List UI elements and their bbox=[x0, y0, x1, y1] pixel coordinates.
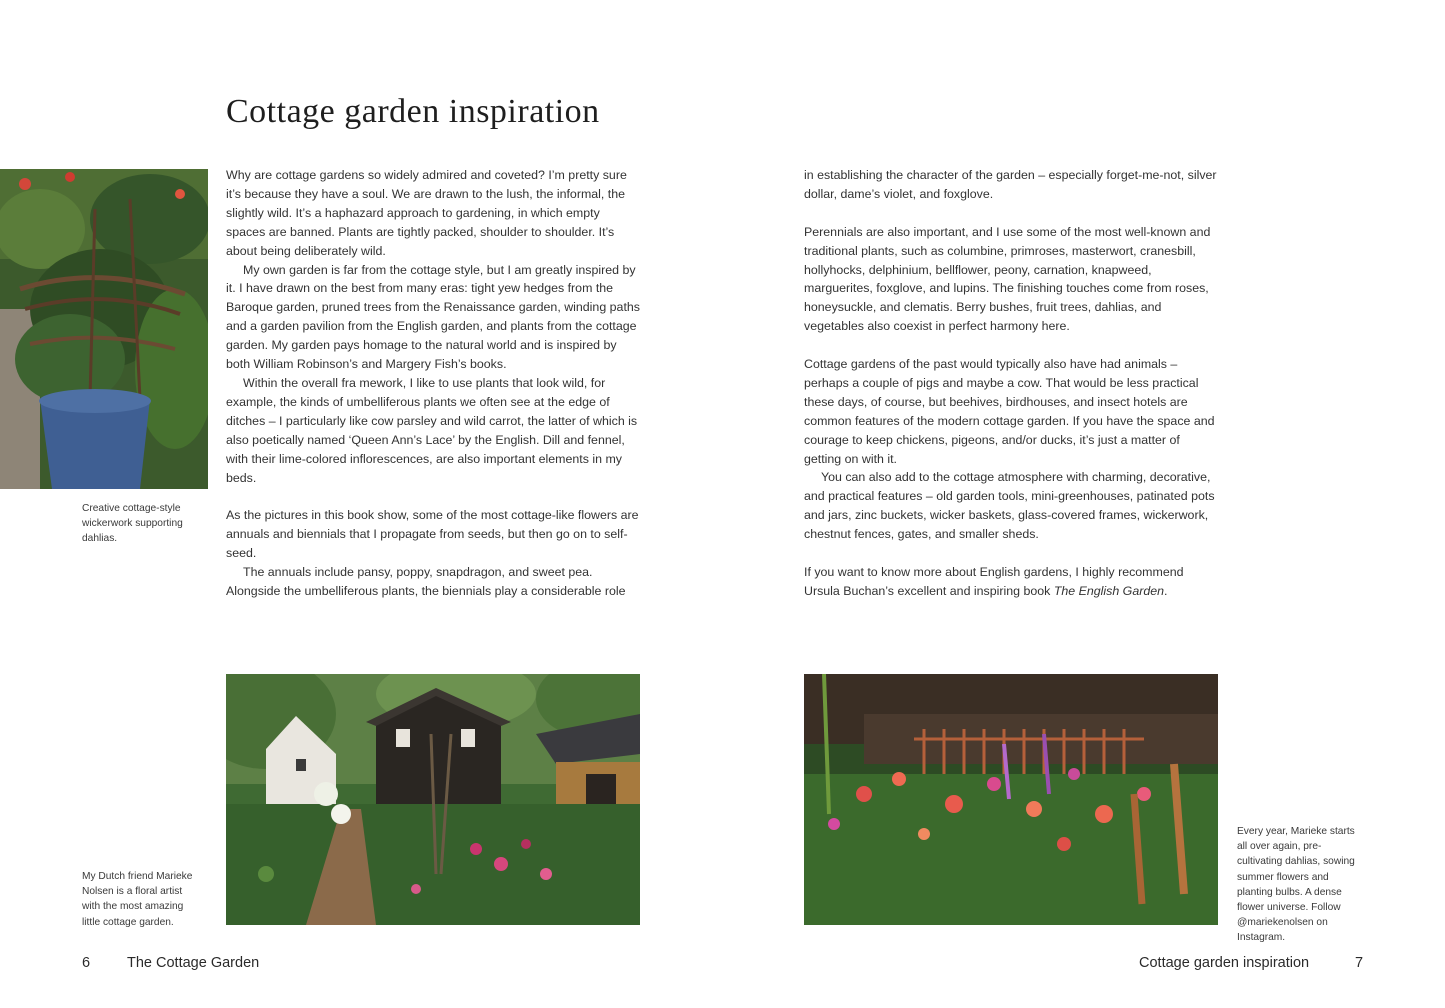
book-title: The English Garden bbox=[1053, 583, 1165, 598]
dahlias-caption: Every year, Marieke starts all over again, pre-cultivating dahlias, sowing summer flowers and planting bulbs. A dense flower universe. Follow @mariekenolsen on Instagram. bbox=[1237, 826, 1355, 944]
body-text: If you want to know more about English gardens, I highly recommend Ursula Buchan’s excellent and inspiring book bbox=[804, 564, 1184, 598]
marieke-garden-caption: My Dutch friend Marieke Nolsen is a floral artist with the most amazing little cottage garden. bbox=[82, 871, 193, 928]
body-paragraph bbox=[804, 563, 1220, 601]
body-paragraph: My own garden is far from the cottage style, but I am greatly inspired by it. I have drawn on the best from many eras: tight yew hedges from the Baroque garden, pruned trees from the Renaissance garden, winding paths and a garden pavilion from the English garden, and plants from the cottage garden. My garden pays homage to the natural world and is inspired by both William Robinson’s and Margery Fish’s books. bbox=[226, 262, 640, 372]
body-paragraph: Perennials are also important, and I use some of the most well-known and traditional plants, such as columbine, primroses, masterwort, cranesbill, hollyhocks, delphinium, bellflower, peony, carnation, knapweed, marguerites, foxglove, and lupins. The finishing touches come from roses, honeysuckle, and clematis. Berry bushes, fruit trees, dahlias, and vegetables also coexist in perfect harmony here. bbox=[804, 224, 1211, 334]
wickerwork-caption: Creative cottage-style wickerwork supporting dahlias. bbox=[82, 503, 183, 545]
body-text: . bbox=[1164, 583, 1168, 598]
body-paragraph: You can also add to the cottage atmosphere with charming, decorative, and practical features – old garden tools, mini-greenhouses, patinated pots and jars, zinc buckets, wicker baskets, glass-covered frames, wickerwork, chestnut fences, gates, and smaller sheds. bbox=[804, 470, 1215, 542]
body-paragraph: in establishing the character of the garden – especially forget-me-not, silver dollar, dame’s violet, and foxglove. bbox=[804, 168, 1217, 201]
left-page-number: 6 bbox=[82, 955, 91, 971]
right-running-title: Cottage garden inspiration bbox=[1139, 955, 1310, 971]
cottage-garden-house-photo bbox=[226, 674, 640, 925]
body-paragraph: Within the overall fra mework, I like to use plants that look wild, for example, the kinds of umbelliferous plants we often see at the edge of ditches – I particularly like cow parsley and wild carrot, the latter of which is also poetically named ‘Queen Ann’s Lace’ by the English. Dill and fennel, with their lime-colored inflorescences, are also important elements in my beds. bbox=[226, 375, 638, 485]
left-text-column bbox=[226, 166, 642, 601]
right-page-number: 7 bbox=[1355, 955, 1364, 971]
wickerwork-dahlia-photo bbox=[0, 169, 208, 489]
right-text-column bbox=[804, 166, 1220, 601]
flower-bed-photo bbox=[804, 674, 1218, 925]
body-paragraph: As the pictures in this book show, some of the most cottage-like flowers are annuals and biennials that I propagate from seeds, but then go on to self-seed. bbox=[226, 508, 639, 561]
left-running-title: The Cottage Garden bbox=[127, 955, 260, 971]
body-paragraph: The annuals include pansy, poppy, snapdragon, and sweet pea. Alongside the umbelliferous plants, the biennials play a considerable role bbox=[226, 565, 626, 598]
page-title: Cottage garden inspiration bbox=[226, 92, 600, 130]
body-paragraph: Cottage gardens of the past would typically also have had animals – perhaps a couple of pigs and maybe a cow. That would be less practical these days, of course, but beehives, birdhouses, and insect hotels are common features of the modern cottage garden. If you have the space and courage to keep chickens, pigeons, and/or ducks, it’s just a matter of getting on with it. bbox=[804, 357, 1215, 466]
body-paragraph: Why are cottage gardens so widely admired and coveted? I’m pretty sure it’s because they have a soul. We are drawn to the lush, the informal, the slightly wild. It’s a haphazard approach to gardening, in which empty spaces are banned. Plants are tightly packed, shoulder to shoulder. It’s about being deliberately wild. bbox=[226, 168, 627, 258]
